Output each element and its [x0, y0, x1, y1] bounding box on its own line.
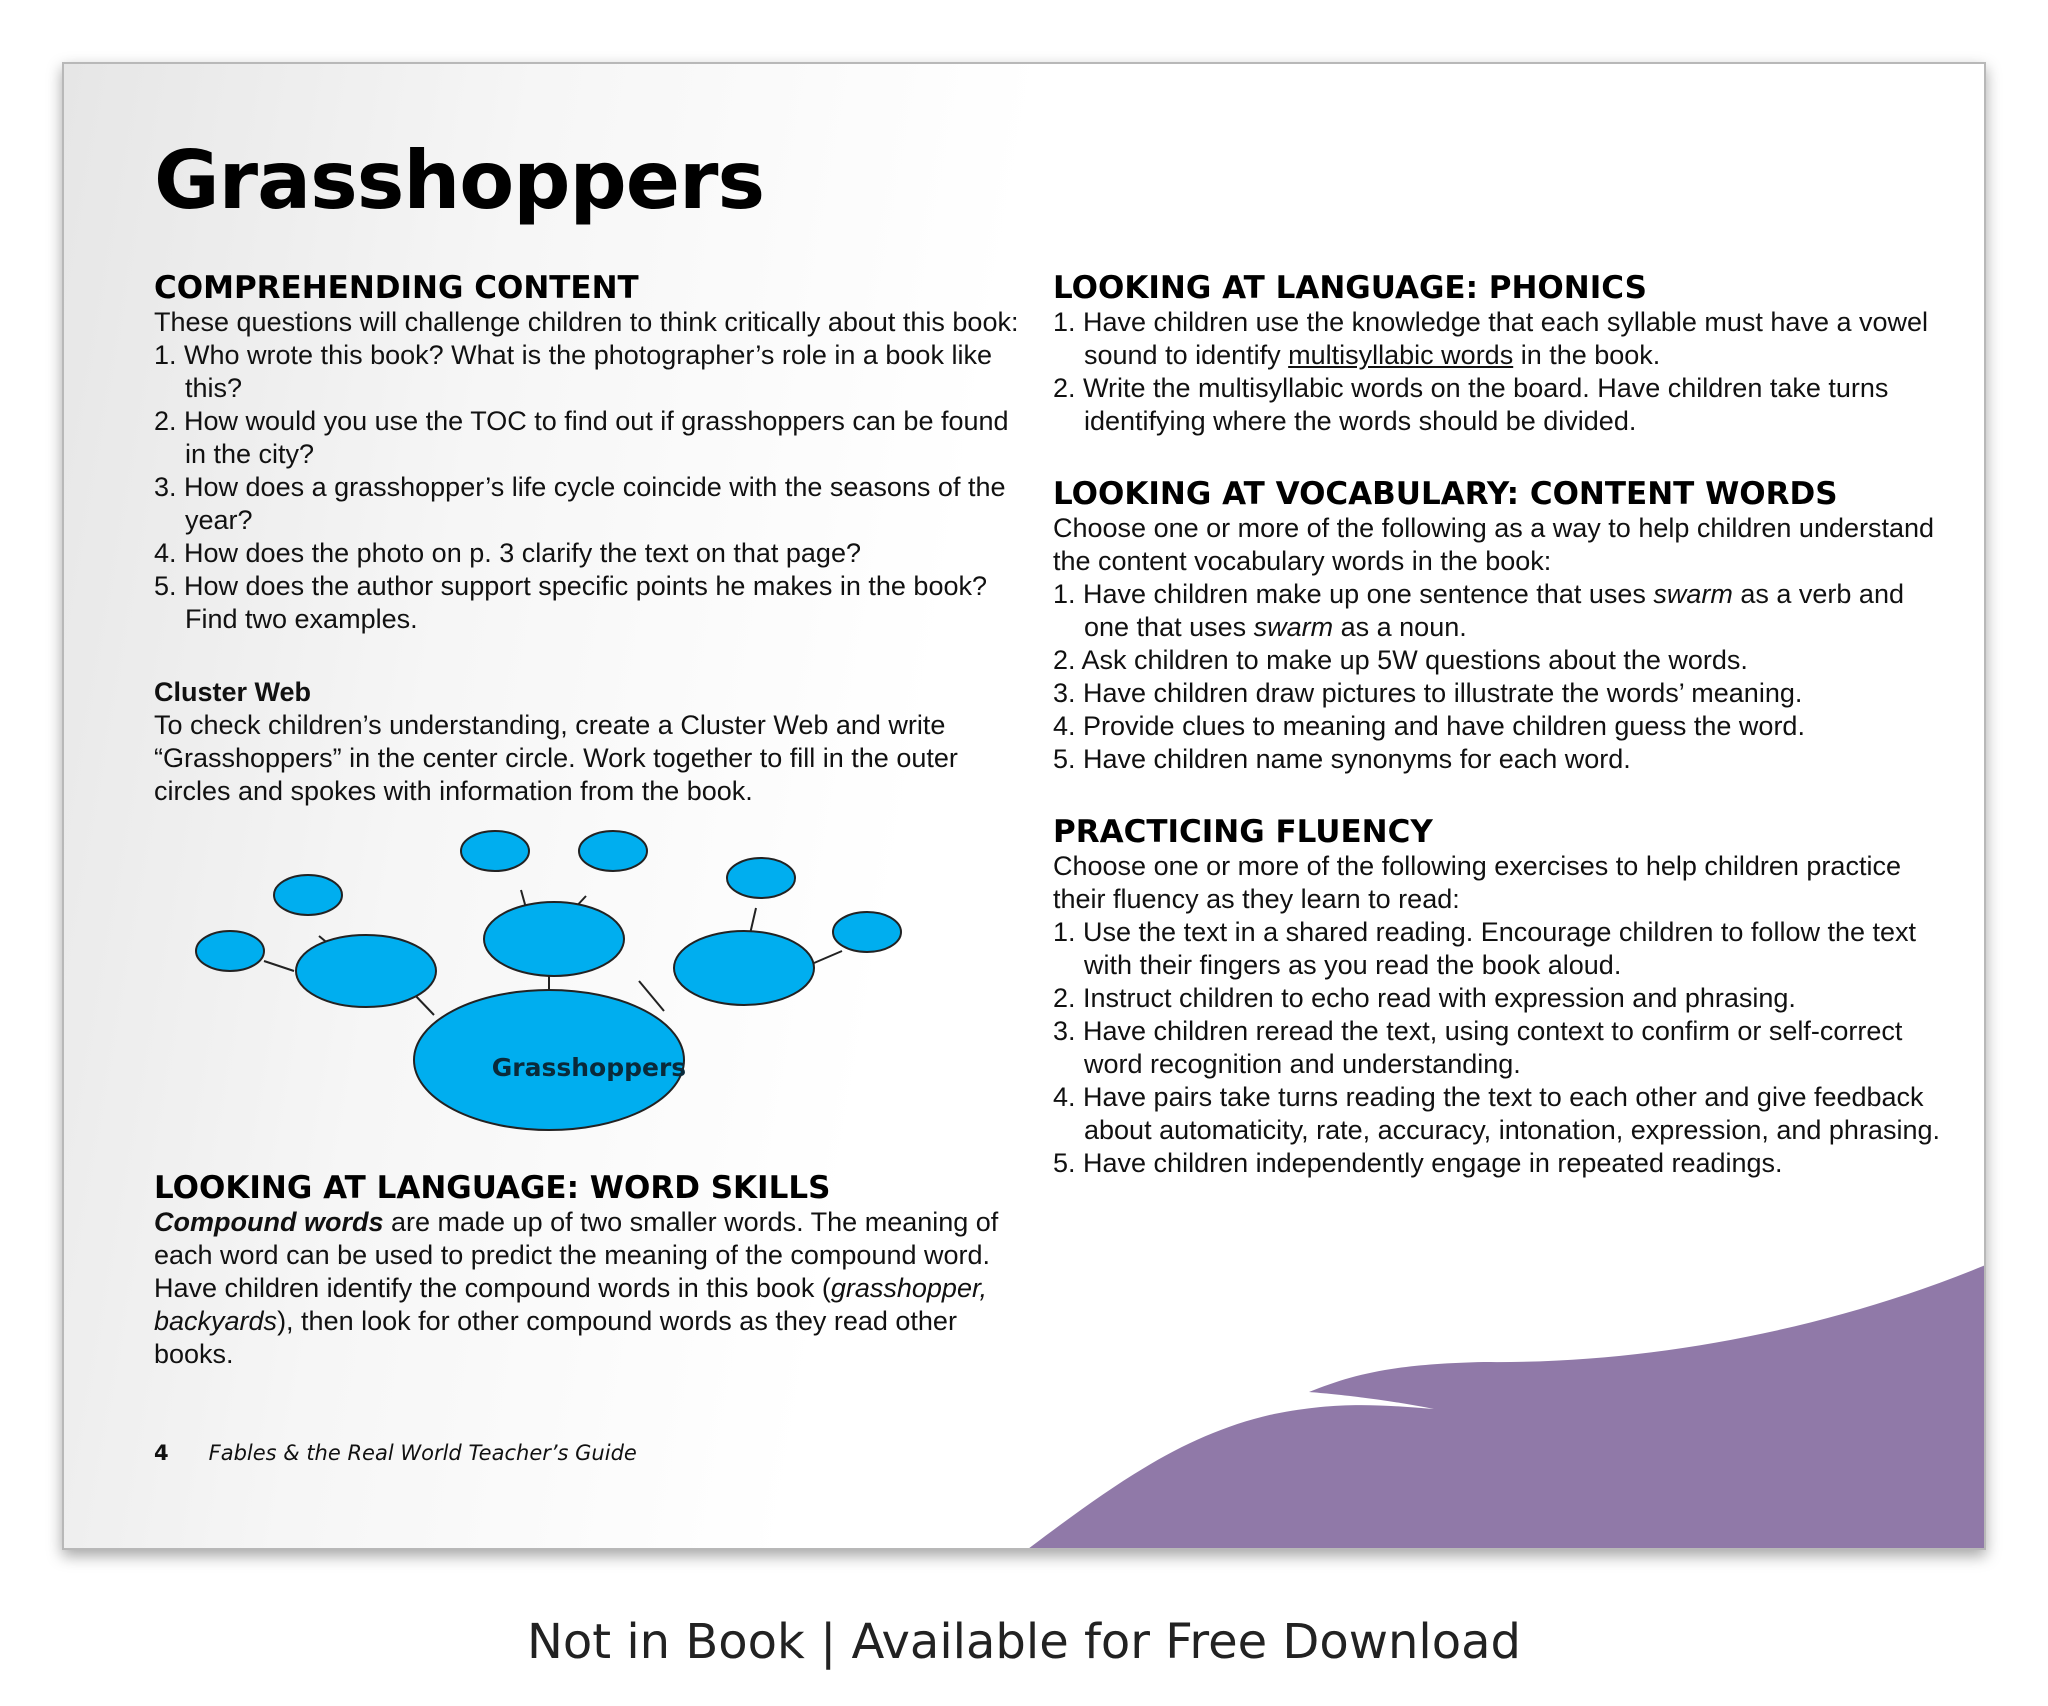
list-item: 2. Ask children to make up 5W questions about the words.: [1053, 645, 1748, 675]
subsection-heading: Cluster Web: [154, 677, 312, 707]
outer-circle: [484, 902, 624, 976]
list-item: 3. How does a grasshopper’s life cycle coincide with the seasons of the year?: [154, 472, 1006, 535]
outer-circle: [461, 831, 529, 871]
compound-examples: grasshopper, backyards: [154, 1273, 987, 1336]
list-item: [1053, 306, 1953, 372]
list-item: 4. Provide clues to meaning and have children guess the word.: [1053, 711, 1805, 741]
cluster-web-diagram: [154, 828, 1034, 1138]
right-column: [1053, 270, 1953, 1180]
page-footer: [154, 1441, 637, 1466]
text-span: as a verb and one that uses: [1084, 579, 1904, 642]
outer-circle: [833, 912, 901, 952]
page-title: Grasshoppers: [154, 134, 765, 227]
list-item: 1. Who wrote this book? What is the photographer’s role in a book like this?: [154, 340, 992, 403]
text-span: 1. Have children use the knowledge that each syllable must have a vowel sound to identify: [1053, 307, 1929, 370]
outer-circle: [196, 931, 264, 971]
left-column: [154, 270, 1034, 1371]
comprehending-content-section: [154, 270, 1034, 636]
text-span: as a noun.: [1333, 612, 1467, 642]
section-intro: These questions will challenge children to think critically about this book:: [154, 307, 1019, 337]
list-item: 1. Use the text in a shared reading. Encourage children to follow the text with their fingers as you read the book aloud.: [1053, 917, 1917, 980]
outer-circle: [727, 858, 795, 898]
list-item: 2. How would you use the TOC to find out if grasshoppers can be found in the city?: [154, 406, 1009, 469]
section-heading: PRACTICING FLUENCY: [1053, 814, 1433, 850]
center-circle-label: Grasshoppers: [491, 1053, 687, 1082]
cluster-web-graphic: [154, 828, 1034, 1138]
vocabulary-list: [1053, 578, 1953, 776]
section-heading: LOOKING AT LANGUAGE: PHONICS: [1053, 270, 1647, 306]
text-span: 1. Have children make up one sentence that uses: [1053, 579, 1654, 609]
word-skills-text: [154, 1206, 1034, 1371]
section-heading: COMPREHENDING CONTENT: [154, 270, 639, 306]
list-item: 2. Write the multisyllabic words on the board. Have children take turns identifying where the words should be divided.: [1053, 373, 1889, 436]
list-item: 4. Have pairs take turns reading the text to each other and give feedback about automaticity, rate, accuracy, intonation, expression, and phrasing.: [1053, 1082, 1940, 1145]
list-item: 5. Have children independently engage in repeated readings.: [1053, 1148, 1783, 1178]
section-heading: LOOKING AT VOCABULARY: CONTENT WORDS: [1053, 476, 1838, 512]
emphasis: swarm: [1253, 612, 1334, 642]
fluency-list: [1053, 916, 1953, 1180]
list-item: 5. How does the author support specific points he makes in the book? Find two examples.: [154, 571, 987, 634]
section-intro: Choose one or more of the following as a way to help children understand the content vocabulary words in the book:: [1053, 513, 1935, 576]
text-span: ), then look for other compound words as they read other books.: [154, 1306, 957, 1369]
page-number: 4: [154, 1441, 169, 1465]
emphasis: swarm: [1653, 579, 1733, 609]
outer-circle: [674, 931, 814, 1005]
question-list: [154, 339, 1034, 636]
list-item: 4. How does the photo on p. 3 clarify the text on that page?: [154, 538, 861, 568]
cluster-web-section: [154, 676, 1034, 1138]
list-item: 2. Instruct children to echo read with expression and phrasing.: [1053, 983, 1796, 1013]
outer-circle: [579, 831, 647, 871]
fluency-section: [1053, 814, 1953, 1180]
list-item: 5. Have children name synonyms for each word.: [1053, 744, 1631, 774]
document-page: [62, 62, 1986, 1550]
text-span: are made up of two smaller words. The meaning of each word can be used to predict the meaning of the compound word. Have children identify the compound words in this book (: [154, 1207, 999, 1303]
word-skills-section: [154, 1170, 1034, 1371]
section-intro: Choose one or more of the following exercises to help children practice their fluency as they learn to read:: [1053, 851, 1901, 914]
cluster-web-text: To check children’s understanding, create a Cluster Web and write “Grasshoppers” in the center circle. Work together to fill in the outer circles and spokes with information from the book.: [154, 710, 958, 806]
phonics-list: [1053, 306, 1953, 438]
guide-title: Fables & the Real World Teacher’s Guide: [208, 1441, 637, 1465]
phonics-section: [1053, 270, 1953, 438]
outer-circle: [274, 875, 342, 915]
download-banner: Not in Book | Available for Free Download: [526, 1614, 1521, 1670]
vocabulary-section: [1053, 476, 1953, 776]
list-item: 3. Have children draw pictures to illustrate the words’ meaning.: [1053, 678, 1803, 708]
compound-words-term: Compound words: [154, 1207, 384, 1237]
multisyllabic-words-link: multisyllabic words: [1288, 340, 1514, 370]
list-item: 3. Have children reread the text, using context to confirm or self-correct word recognition and understanding.: [1053, 1016, 1903, 1079]
list-item: [1053, 578, 1953, 644]
text-span: in the book.: [1513, 340, 1661, 370]
outer-circle: [296, 935, 436, 1007]
section-heading: LOOKING AT LANGUAGE: WORD SKILLS: [154, 1170, 831, 1206]
